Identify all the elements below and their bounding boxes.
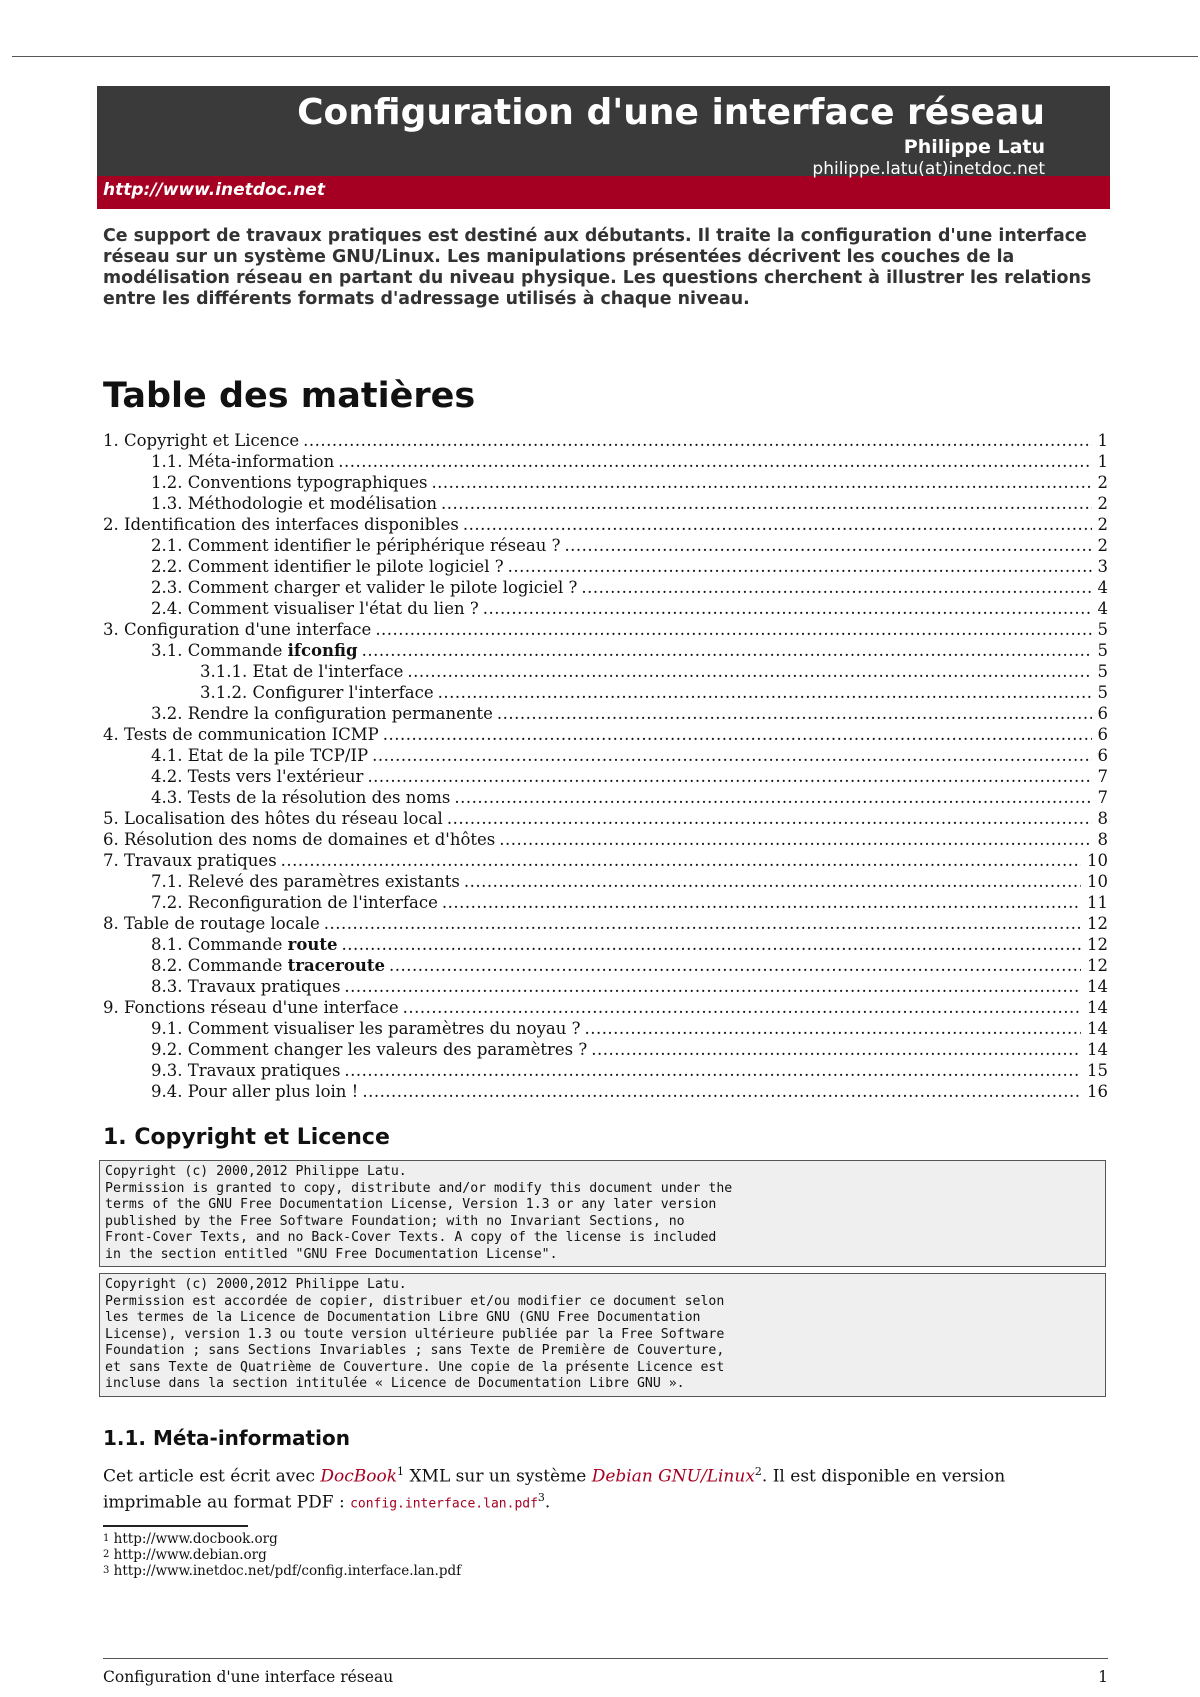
site-banner [97,176,1110,209]
toc-entry-page: 3 [1097,557,1108,576]
toc-entry-page: 8 [1097,830,1108,849]
page-footer [103,1668,1108,1686]
toc-leader-dots [372,745,1091,766]
toc-entry[interactable] [103,976,1108,997]
toc-leader-dots [464,871,1081,892]
section-heading-meta-information: 1.1. Méta-information [103,1425,350,1450]
toc-entry-page: 5 [1097,641,1108,660]
toc-entry-label: 7.2. Reconfiguration de l'interface [151,893,438,912]
docbook-link[interactable]: DocBook [320,1466,398,1487]
toc-entry-label: 9.2. Comment changer les valeurs des paramètres ? [151,1040,588,1059]
title-banner [97,86,1110,179]
toc-entry-label: 4. Tests de communication ICMP [103,725,379,744]
footnote [103,1563,1110,1579]
footnote-url[interactable]: http://www.debian.org [113,1546,267,1563]
toc-leader-dots [447,808,1092,829]
text: . Il est disponible en version imprimable au format PDF : [103,1466,1006,1513]
toc-entry[interactable] [103,724,1108,745]
toc-entry-page: 5 [1097,662,1108,681]
section-heading-copyright: 1. Copyright et Licence [103,1125,390,1150]
toc-entry-page: 1 [1097,431,1108,450]
toc-entry-page: 14 [1087,1040,1108,1059]
toc-entry[interactable] [103,619,1108,640]
toc-entry-page: 10 [1087,851,1108,870]
toc-entry-page: 5 [1097,620,1108,639]
toc-entry[interactable] [103,934,1108,955]
toc-entry-page: 2 [1097,536,1108,555]
toc-entry[interactable] [103,829,1108,850]
toc-entry-page: 14 [1087,977,1108,996]
license-box-french: Copyright (c) 2000,2012 Philippe Latu. Permission est accordée de copier, distribuer et/ou modifier ce document selon les termes de la Licence de Documentation Libre GNU (GNU Free Documentation License), version 1.3 ou toute version ultérieure publiée par la Free Software Foundation ; sans Sections Invariables ; sans Texte de Première de Couverture, et sans Texte de Quatrième de Couverture. Une copie de la présente Licence est incluse dans la section intitulée « Licence de Documentation Libre GNU ». [99,1273,1106,1397]
toc-entry-label: 9.3. Travaux pratiques [151,1061,341,1080]
toc-leader-dots [483,598,1092,619]
toc-leader-dots [564,535,1091,556]
toc-leader-dots [389,955,1081,976]
toc-leader-dots [581,577,1091,598]
toc-leader-dots [454,787,1091,808]
footnote [103,1531,1110,1547]
toc-entry-page: 16 [1087,1082,1108,1101]
toc-entry-page: 6 [1097,704,1108,723]
toc-entry-command: route [287,935,338,954]
toc-entry-label: 9.1. Comment visualiser les paramètres du noyau ? [151,1019,581,1038]
toc-entry-label: 8.2. Commande traceroute [151,956,385,975]
toc-leader-dots [344,1060,1081,1081]
license-box-english: Copyright (c) 2000,2012 Philippe Latu. Permission is granted to copy, distribute and/or modify this document under the terms of the GNU Free Documentation License, Version 1.3 or any later version published by the Free Software Foundation; with no Invariant Sections, no Front-Cover Texts, and no Back-Cover Texts. A copy of the license is included in the section entitled "GNU Free Documentation License". [99,1160,1106,1267]
toc-entry-label: 1. Copyright et Licence [103,431,300,450]
toc-entry-label: 1.1. Méta-information [151,452,335,471]
document-title: Configuration d'une interface réseau [297,92,1045,133]
toc-entry-label: 4.1. Etat de la pile TCP/IP [151,746,369,765]
toc-entry-page: 2 [1097,494,1108,513]
text: . [544,1492,551,1513]
toc-entry[interactable] [103,514,1108,535]
debian-link[interactable]: Debian GNU/Linux [591,1466,755,1487]
toc-entry-label: 3. Configuration d'une interface [103,620,372,639]
toc-leader-dots [508,556,1092,577]
toc-entry-label: 7.1. Relevé des paramètres existants [151,872,460,891]
footnote-url[interactable]: http://www.docbook.org [113,1530,278,1547]
footnote-rule [103,1525,248,1527]
author-name: Philippe Latu [903,136,1045,158]
toc-leader-dots [367,766,1091,787]
footer-page-number: 1 [1098,1668,1108,1686]
toc-entry-page: 5 [1097,683,1108,702]
toc-entry[interactable] [103,577,1108,598]
toc-entry[interactable] [103,913,1108,934]
table-of-contents [103,430,1108,1102]
toc-entry[interactable] [103,472,1108,493]
toc-entry-page: 12 [1087,956,1108,975]
toc-entry-page: 4 [1097,599,1108,618]
toc-entry-label: 3.1. Commande ifconfig [151,641,358,660]
toc-entry-label: 2. Identification des interfaces disponibles [103,515,459,534]
toc-leader-dots [463,514,1092,535]
toc-entry[interactable] [103,703,1108,724]
footnotes [103,1531,1110,1579]
toc-entry[interactable] [103,1018,1108,1039]
toc-entry-label: 8.1. Commande route [151,935,338,954]
toc-entry-page: 7 [1097,788,1108,807]
toc-entry-page: 7 [1097,767,1108,786]
footer-title: Configuration d'une interface réseau [103,1668,394,1686]
toc-entry[interactable] [103,808,1108,829]
toc-entry-label: 1.2. Conventions typographiques [151,473,428,492]
toc-leader-dots [338,451,1091,472]
toc-entry[interactable] [103,640,1108,661]
toc-leader-dots [403,997,1081,1018]
toc-entry-page: 1 [1097,452,1108,471]
toc-entry[interactable] [103,1060,1108,1081]
toc-entry-command: ifconfig [287,641,358,660]
toc-leader-dots [584,1018,1081,1039]
toc-entry[interactable] [103,787,1108,808]
toc-entry[interactable] [103,1039,1108,1060]
abstract: Ce support de travaux pratiques est destiné aux débutants. Il traite la configuration d'une interface réseau sur un système GNU/Linux. Les manipulations présentées décrivent les couches de la modélisation réseau en partant du niveau physique. Les questions cherchent à illustrer les relations entre les différents formats d'adressage utilisés à chaque niveau. [103,226,1092,309]
toc-entry[interactable] [103,997,1108,1018]
toc-entry-label: 2.3. Comment charger et valider le pilote logiciel ? [151,578,578,597]
toc-leader-dots [362,640,1092,661]
author-email: philippe.latu(at)inetdoc.net [812,159,1045,179]
footnote-url[interactable]: http://www.inetdoc.net/pdf/config.interface.lan.pdf [113,1562,462,1579]
page [97,86,1110,1579]
toc-leader-dots [341,934,1081,955]
toc-entry[interactable] [103,682,1108,703]
toc-entry[interactable] [103,430,1108,451]
toc-entry-page: 11 [1087,893,1108,912]
toc-entry[interactable] [103,556,1108,577]
toc-entry-page: 12 [1087,935,1108,954]
footnote-ref[interactable]: 1 [397,1464,405,1478]
toc-entry-page: 14 [1087,1019,1108,1038]
footnote-ref[interactable]: 3 [537,1491,545,1505]
toc-leader-dots [431,472,1091,493]
toc-entry[interactable] [103,1081,1108,1102]
toc-entry-label: 7. Travaux pratiques [103,851,277,870]
toc-entry[interactable] [103,661,1108,682]
toc-leader-dots [375,619,1091,640]
toc-leader-dots [383,724,1092,745]
text: XML sur un système [404,1466,592,1487]
toc-entry-page: 6 [1097,725,1108,744]
toc-leader-dots [407,661,1091,682]
toc-entry-label: 2.4. Comment visualiser l'état du lien ? [151,599,479,618]
footer-rule [103,1658,1108,1659]
toc-entry[interactable] [103,535,1108,556]
toc-entry-label: 2.2. Comment identifier le pilote logiciel ? [151,557,504,576]
toc-leader-dots [281,850,1081,871]
toc-entry[interactable] [103,493,1108,514]
toc-entry-label: 9.4. Pour aller plus loin ! [151,1082,359,1101]
toc-entry-page: 6 [1097,746,1108,765]
pdf-filename-link[interactable]: config.interface.lan.pdf [350,1496,538,1512]
toc-entry-page: 15 [1087,1061,1108,1080]
site-link[interactable]: http://www.inetdoc.net [103,180,325,200]
toc-entry-label: 3.1.1. Etat de l'interface [200,662,404,681]
toc-leader-dots [497,703,1092,724]
toc-entry-page: 2 [1097,515,1108,534]
toc-leader-dots [441,493,1091,514]
toc-entry-page: 4 [1097,578,1108,597]
footnote-number: 2 [103,1548,110,1560]
toc-entry-label: 4.3. Tests de la résolution des noms [151,788,451,807]
toc-entry-page: 2 [1097,473,1108,492]
toc-entry[interactable] [103,955,1108,976]
top-rule [12,56,1198,57]
toc-leader-dots [442,892,1081,913]
meta-paragraph [103,1461,1108,1515]
toc-entry[interactable] [103,850,1108,871]
footnote-ref[interactable]: 2 [754,1464,762,1478]
toc-entry-label: 8. Table de routage locale [103,914,320,933]
toc-entry-label: 9. Fonctions réseau d'une interface [103,998,399,1017]
toc-leader-dots [344,976,1081,997]
toc-leader-dots [324,913,1081,934]
toc-entry-command: traceroute [287,956,385,975]
toc-entry[interactable] [103,451,1108,472]
toc-entry-page: 10 [1087,872,1108,891]
toc-entry-label: 6. Résolution des noms de domaines et d'hôtes [103,830,496,849]
footnote [103,1547,1110,1563]
text: Cet article est écrit avec [103,1466,321,1487]
toc-entry-page: 12 [1087,914,1108,933]
toc-entry[interactable] [103,892,1108,913]
toc-entry[interactable] [103,598,1108,619]
toc-entry-label: 2.1. Comment identifier le périphérique réseau ? [151,536,561,555]
toc-entry-label: 4.2. Tests vers l'extérieur [151,767,364,786]
toc-leader-dots [591,1039,1081,1060]
toc-entry[interactable] [103,745,1108,766]
toc-title: Table des matières [103,376,476,416]
toc-leader-dots [303,430,1091,451]
toc-entry-label: 1.3. Méthodologie et modélisation [151,494,438,513]
toc-entry-page: 14 [1087,998,1108,1017]
toc-entry-page: 8 [1097,809,1108,828]
toc-leader-dots [499,829,1091,850]
toc-entry-label: 8.3. Travaux pratiques [151,977,341,996]
footnote-number: 1 [103,1532,110,1544]
toc-leader-dots [362,1081,1081,1102]
footnote-number: 3 [103,1564,110,1576]
toc-entry-label: 3.1.2. Configurer l'interface [200,683,434,702]
toc-entry-label: 3.2. Rendre la configuration permanente [151,704,493,723]
toc-leader-dots [438,682,1092,703]
toc-entry[interactable] [103,766,1108,787]
toc-entry[interactable] [103,871,1108,892]
toc-entry-label: 5. Localisation des hôtes du réseau local [103,809,443,828]
